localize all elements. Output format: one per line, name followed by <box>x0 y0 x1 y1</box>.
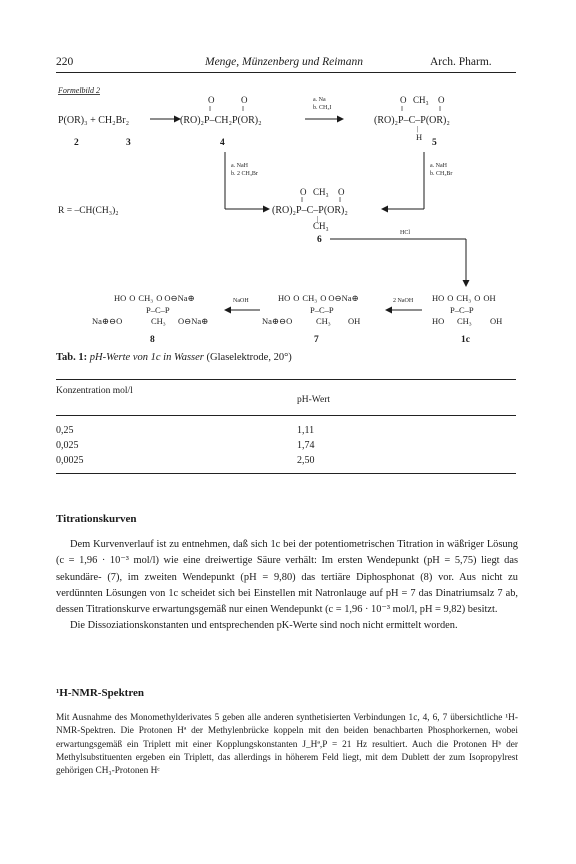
label-compound-7: 7 <box>314 335 319 345</box>
scheme-title: Formelbild 2 <box>58 86 100 95</box>
label-compound-3: 3 <box>126 138 131 148</box>
reagent-4-6-a: a. NaH <box>231 163 248 169</box>
oxygen-5a: O <box>400 95 407 105</box>
oxygen-4b: O <box>241 95 248 105</box>
table-cell-conc: 0,0025 <box>56 455 84 466</box>
double-bond-5b: ‖ <box>439 105 441 113</box>
double-bond-4b: ‖ <box>242 105 244 113</box>
cmpd-7-line3: Na⊕⊖O <box>262 316 293 326</box>
table-cell-ph: 1,74 <box>297 440 315 451</box>
oxygen-6b: O <box>338 187 345 197</box>
compound-6-formula: (RO)₂P–C–P(OR)₂ <box>272 205 348 216</box>
reactant-left: P(OR)₃ + CH₂Br₂ <box>58 115 130 126</box>
bond-5-h: | <box>417 125 419 133</box>
reagent-5-6-b: b. CH₃Br <box>430 171 453 177</box>
cmpd-1c-line2: P–C–P <box>450 305 474 315</box>
reagent-4-5-a: a. Na <box>313 97 326 103</box>
ch3-5: CH₃ <box>413 95 429 105</box>
oxygen-5b: O <box>438 95 445 105</box>
r-definition: R = –CH(CH₃)₂ <box>58 206 119 216</box>
paragraph: Dem Kurvenverlauf ist zu entnehmen, daß sich 1c bei der potentiometrischen Titration in wäßriger Lösung (c = 1,96 · 10⁻³ mol/l) wie eine dreiwertige Säure verhält: Im ersten Wendepunkt (pH = 5,75) liegt das sekundäre- (7), im zweiten Wendepunkt (pH = 9,80) das tertiäre Diphosphonat (8) vor. Aus nicht zu verdünnten Lösungen von 1c scheidet sich bei Einstellen mit Natronlauge auf pH = 7 das Dinatriumsalz 7 ab, dessen Titrationskurve erwartungsgemäß nur einen Wendepunkt (c = 1,96 · 10⁻³ mol/l, pH = 9,82) besitzt. <box>56 539 518 616</box>
compound-5-formula: (RO)₂P–C–P(OR)₂ <box>374 115 450 126</box>
cmpd-7-line5: OH <box>348 316 361 326</box>
cmpd-8-line4: CH₃ <box>151 316 166 326</box>
table-header-ph: pH-Wert <box>297 395 330 405</box>
table-caption <box>56 352 292 363</box>
page-number: 220 <box>56 56 74 68</box>
section-heading-titration: Titrationskurven <box>56 513 137 525</box>
ch3-6-bottom: CH₃ <box>313 221 329 231</box>
table-cell-conc: 0,25 <box>56 425 74 436</box>
table-cell-ph: 1,11 <box>297 425 315 436</box>
label-compound-8: 8 <box>150 335 155 345</box>
table-header-rule <box>56 415 516 416</box>
journal-name: Arch. Pharm. <box>430 56 492 68</box>
label-compound-2: 2 <box>74 138 79 148</box>
paragraph: Die Dissoziationskonstanten und entsprechenden pK-Werte sind noch nicht ermittelt worden. <box>70 620 458 632</box>
cmpd-1c-line4: CH₃ <box>457 316 472 326</box>
cmpd-1c-line3: HO <box>432 316 445 326</box>
caption-italic: pH-Werte von 1c in Wasser <box>89 352 204 363</box>
running-authors: Menge, Münzenberg und Reimann <box>205 56 363 68</box>
hydrogen-5: H <box>416 132 423 142</box>
reagent-7-8: NaOH <box>233 298 249 304</box>
double-bond-4a: ‖ <box>209 105 211 113</box>
cmpd-7-line4: CH₃ <box>316 316 331 326</box>
cmpd-1c-line1: HO O CH₃ O OH <box>432 293 496 303</box>
cmpd-7-line1: HO O CH₃ O O⊖Na⊕ <box>278 293 359 303</box>
reagent-4-5-b: b. CH₃I <box>313 105 332 111</box>
reagent-1c-7: 2 NaOH <box>393 298 414 304</box>
reagent-5-6-a: a. NaH <box>430 163 447 169</box>
table-bottom-rule <box>56 473 516 474</box>
oxygen-4a: O <box>208 95 215 105</box>
compound-4-formula: (RO)₂P–CH₂P(OR)₂ <box>180 115 262 126</box>
label-compound-5: 5 <box>432 138 437 148</box>
reaction-scheme <box>0 0 576 345</box>
paragraph: Mit Ausnahme des Monomethylderivates 5 geben alle anderen synthetisierten Verbindungen 1c, 4, 6, 7 übersichtliche ¹H-NMR-Spektren. Die Protonen Hª der Methylenbrücke koppeln mit den beiden benachbarten Phosphorkernen, wobei erwartungsgemäß ein Triplett mit einer Kopplungskonstanten J_Hª,P = 21 Hz resultiert. Auch die Protonen Hᵇ der Methylsubstituenten ergeben ein Triplett, das allerdings in höherem Feld liegt, mit dem Dublett der zum Isopropylrest gehörigen CH₃-Protonen Hᶜ <box>56 713 518 777</box>
cmpd-8-line2: P–C–P <box>146 305 170 315</box>
cmpd-8-line1: HO O CH₃ O O⊖Na⊕ <box>114 293 195 303</box>
cmpd-8-line3: Na⊕⊖O <box>92 316 123 326</box>
ch3-6-top: CH₃ <box>313 187 329 197</box>
bond-6-ch3: | <box>317 215 319 223</box>
caption-rest: (Glaselektrode, 20°) <box>206 352 292 363</box>
reagent-4-6-b: b. 2 CH₃Br <box>231 171 258 177</box>
double-bond-6a: ‖ <box>301 196 303 204</box>
table-cell-conc: 0,025 <box>56 440 79 451</box>
double-bond-6b: ‖ <box>339 196 341 204</box>
oxygen-6a: O <box>300 187 307 197</box>
table-top-rule <box>56 379 516 380</box>
label-compound-1c: 1c <box>461 335 470 345</box>
caption-label: Tab. 1: <box>56 352 88 363</box>
reagent-6-1c: HCl <box>400 230 411 236</box>
cmpd-8-line5: O⊖Na⊕ <box>178 316 209 326</box>
section-heading-nmr: ¹H-NMR-Spektren <box>56 687 145 699</box>
label-compound-4: 4 <box>220 138 225 148</box>
cmpd-1c-line5: OH <box>490 316 503 326</box>
section-body-titration <box>56 537 518 635</box>
cmpd-7-line2: P–C–P <box>310 305 334 315</box>
table-header-concentration: Konzentration mol/l <box>56 386 133 396</box>
table-cell-ph: 2,50 <box>297 455 315 466</box>
double-bond-5a: ‖ <box>401 105 403 113</box>
label-compound-6: 6 <box>317 235 322 245</box>
